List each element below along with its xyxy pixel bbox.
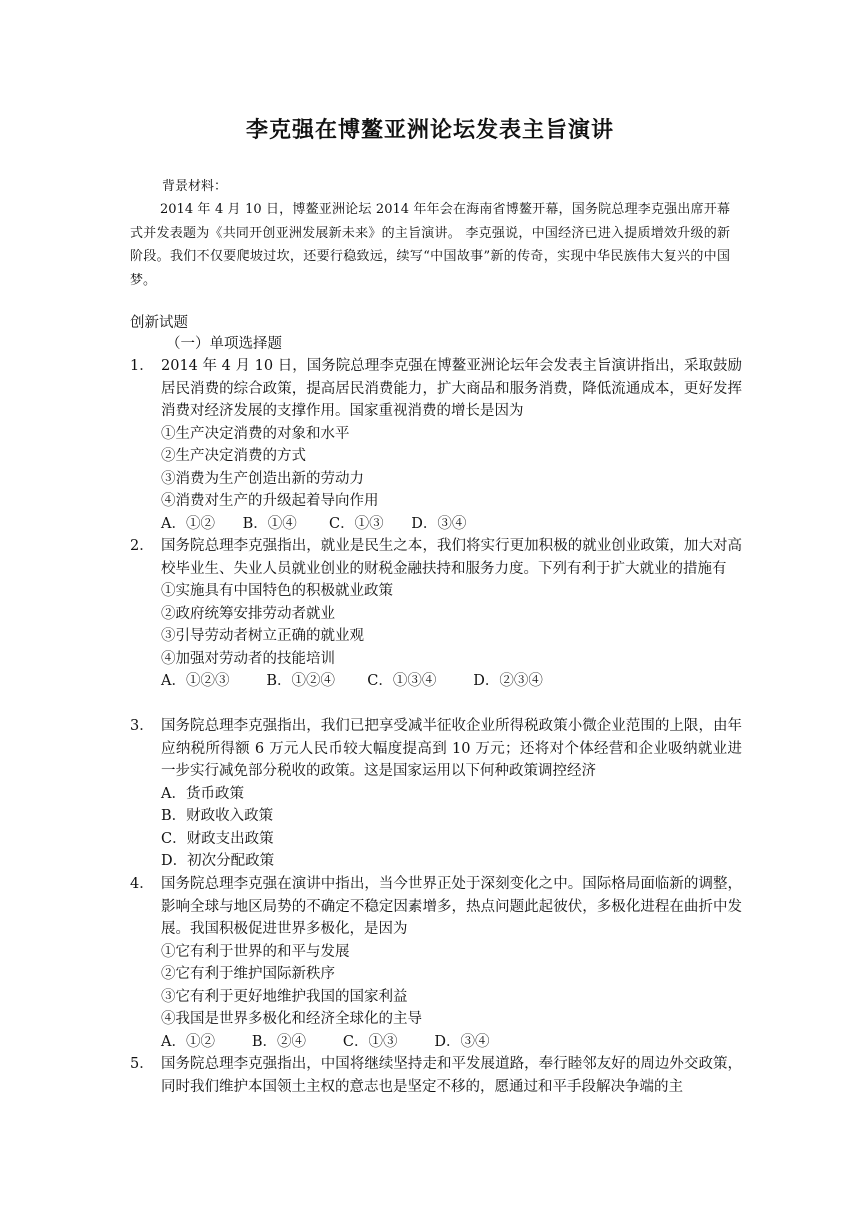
question-stem: 国务院总理李克强指出，中国将继续坚持走和平发展道路，奉行睦邻友好的周边外交政策，同时我们维护本国领土主权的意志也是坚定不移的，愿通过和平手段解决争端的主: [161, 1056, 742, 1095]
question-stem: 国务院总理李克强在演讲中指出，当今世界正处于深刻变化之中。国际格局面临新的调整，影响全球与地区局势的不确定不稳定因素增多，热点问题此起彼伏，多极化进程在曲折中发展。我国积极促进世界多极化，是因为: [161, 876, 742, 937]
background-paragraph: 2014 年 4 月 10 日，博鳌亚洲论坛 2014 年年会在海南省博鳌开幕，国务院总理李克强出席开幕式并发表题为《共同开创亚洲发展新未来》的主旨演讲。 李克强说，中国经济已进入提质增效升级的新阶段。我们不仅要爬坡过坎，还要行稳致远，续写“中国故事”新的传奇，实现中华民族伟大复兴的中国梦。: [130, 202, 730, 288]
question-number: 5．: [130, 1056, 154, 1072]
question-number: 2．: [130, 538, 154, 554]
statement-option: ④我国是世界多极化和经济全球化的主导: [161, 1011, 422, 1027]
answer-option: B．财政收入政策: [161, 808, 274, 824]
answer-option: C．财政支出政策: [161, 830, 274, 847]
question-3: [130, 715, 742, 873]
statement-option: ③消费为生产创造出新的劳动力: [161, 470, 364, 487]
question-4: [130, 873, 742, 1053]
statement-option: ①生产决定消费的对象和水平: [161, 425, 350, 442]
statement-option: ④消费对生产的升级起着导向作用: [161, 493, 379, 509]
statement-option: ③引导劳动者树立正确的就业观: [161, 628, 364, 644]
question-number: 4．: [130, 876, 154, 892]
section-heading: 创新试题: [130, 315, 188, 331]
question-5: [130, 1053, 742, 1098]
statement-option: ③它有利于更好地维护我国的国家利益: [161, 988, 408, 1005]
statement-option: ②政府统筹安排劳动者就业: [161, 605, 335, 622]
question-2: [130, 535, 742, 693]
question-number: 3．: [130, 718, 154, 734]
answer-choices: A．①② B．①④ C．①③ D．③④: [161, 515, 467, 532]
question-stem: 国务院总理李克强指出，我们已把享受减半征收企业所得税政策小微企业范围的上限，由年应纳税所得额 6 万元人民币较大幅度提高到 10 万元；还将对个体经营和企业吸纳就业进一步实行减免部分税收的政策。这是国家运用以下何种政策调控经济: [161, 718, 742, 779]
section-subheading: （一）单项选择题: [166, 336, 282, 352]
background-label: 背景材料：: [162, 179, 228, 194]
answer-option: A．货币政策: [161, 785, 244, 802]
statement-option: ①实施具有中国特色的积极就业政策: [161, 583, 393, 599]
question-1: [130, 355, 742, 535]
answer-choices: A．①② B．②④ C．①③ D．③④: [161, 1033, 490, 1050]
question-stem: 2014 年 4 月 10 日，国务院总理李克强在博鳌亚洲论坛年会发表主旨演讲指出，采取鼓励居民消费的综合政策，提高居民消费能力，扩大商品和服务消费，降低流通成本，更好发挥消费对经济发展的支撑作用。国家重视消费的增长是因为: [161, 358, 742, 419]
answer-choices: A．①②③ B．①②④ C．①③④ D．②③④: [161, 673, 543, 689]
statement-option: ①它有利于世界的和平与发展: [161, 943, 350, 960]
statement-option: ②生产决定消费的方式: [161, 448, 306, 464]
question-number: 1．: [130, 358, 154, 374]
statement-option: ②它有利于维护国际新秩序: [161, 966, 335, 982]
answer-option: D．初次分配政策: [161, 853, 275, 869]
question-stem: 国务院总理李克强指出，就业是民生之本，我们将实行更加积极的就业创业政策，加大对高校毕业生、失业人员就业创业的财税金融扶持和服务力度。下列有利于扩大就业的措施有: [161, 538, 742, 577]
statement-option: ④加强对劳动者的技能培训: [161, 650, 335, 667]
page-title: 李克强在博鳌亚洲论坛发表主旨演讲: [245, 118, 614, 143]
